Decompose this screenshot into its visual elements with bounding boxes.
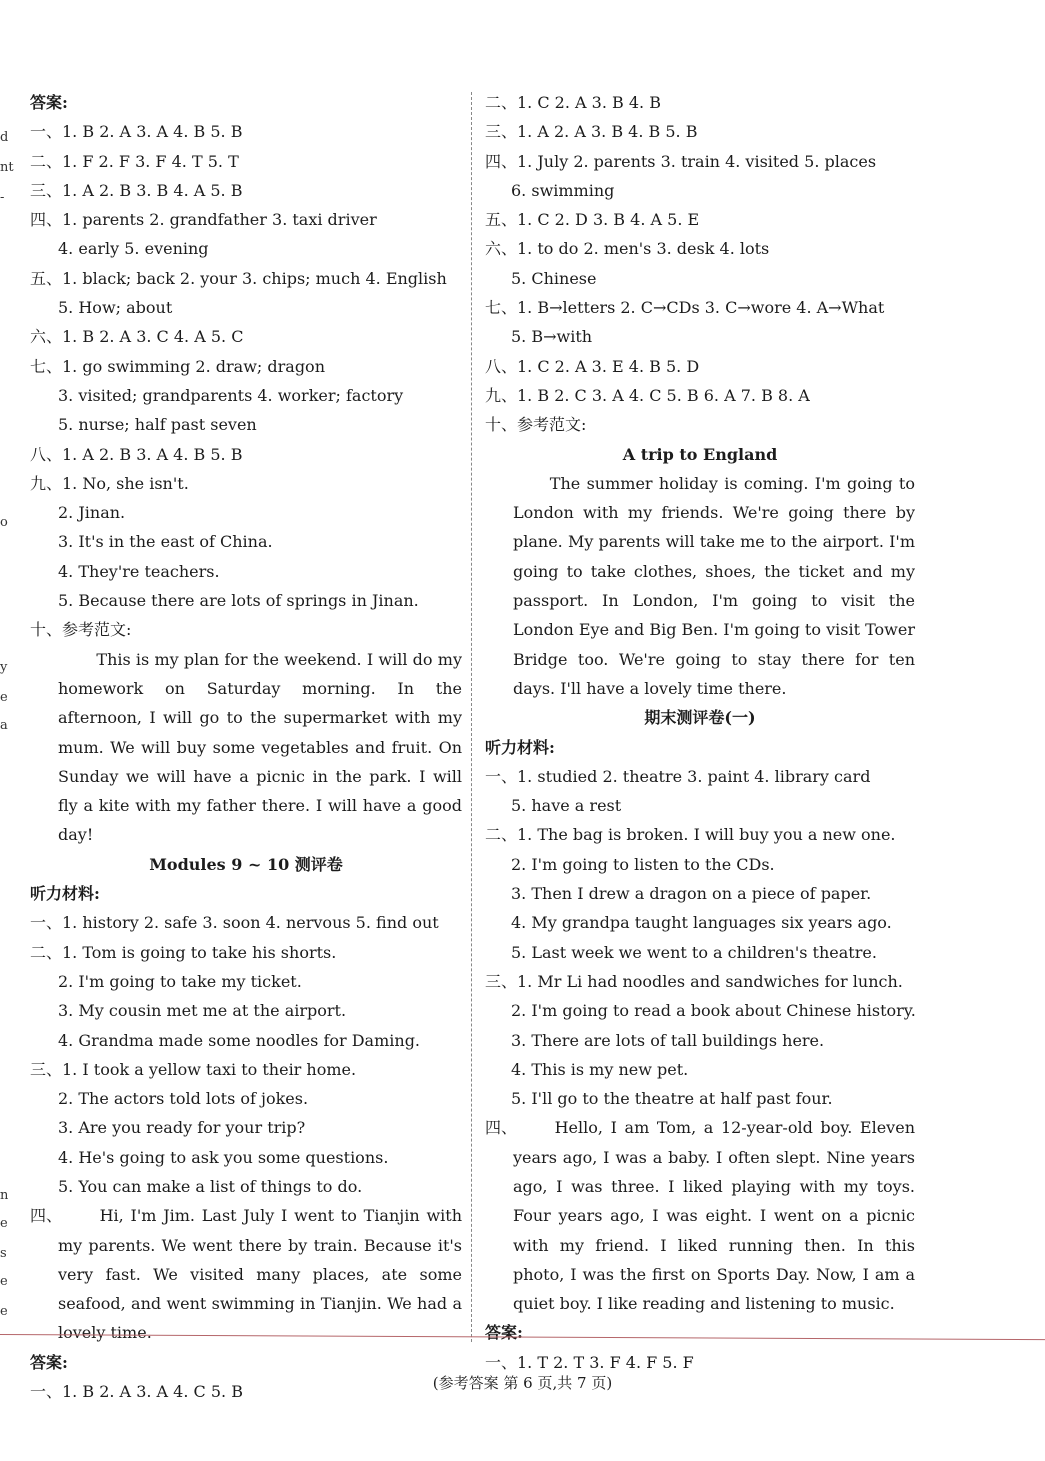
left-passage-label: 四、 — [30, 1206, 63, 1226]
answer-line: 3. There are lots of tall buildings here. — [511, 1030, 825, 1050]
answer-line: 6. swimming — [511, 180, 615, 200]
left-passage-block — [30, 1201, 462, 1347]
right-passage-label: 四、 — [485, 1118, 518, 1138]
answer-line: 4. My grandpa taught languages six years ago. — [511, 913, 892, 933]
answer-line: 答案: — [485, 1323, 523, 1343]
answer-line: 4. This is my new pet. — [511, 1059, 689, 1079]
answer-line: 4. They're teachers. — [58, 561, 220, 581]
answer-line: 二、1. C 2. A 3. B 4. B — [485, 93, 661, 112]
answer-line: 九、1. B 2. C 3. A 4. C 5. B 6. A 7. B 8. A — [485, 385, 810, 405]
answer-line: 六、1. to do 2. men's 3. desk 4. lots — [485, 239, 770, 259]
answer-line: 2. Jinan. — [58, 503, 126, 523]
left-listening-block — [30, 879, 462, 1201]
margin-fragment: o — [0, 515, 8, 530]
answer-line: 听力材料: — [485, 737, 555, 757]
answer-line: 5. B→with — [511, 327, 593, 347]
answer-line: 2. The actors told lots of jokes. — [58, 1089, 309, 1109]
left-essay: This is my plan for the weekend. I will do my homework on Saturday morning. In the afternoon, I will go to the supermarket with my mum. We will buy some vegetables and fruit. On Sunday we will have a picnic in the park. I will fly a kite with my father there. I will have a good day! — [58, 649, 462, 845]
right-column — [485, 88, 915, 1377]
answer-line: 答案: — [30, 1352, 68, 1372]
answer-line: 五、1. black; back 2. your 3. chips; much 4. English — [30, 268, 447, 288]
answer-line: 4. He's going to ask you some questions. — [58, 1147, 389, 1167]
answer-line: 5. How; about — [58, 298, 173, 318]
answer-line: 4. Grandma made some noodles for Daming. — [58, 1030, 421, 1050]
answer-line: 3. visited; grandparents 4. worker; factory — [58, 385, 404, 405]
margin-fragment: e — [0, 690, 8, 705]
right-essay-title: A trip to England — [622, 444, 778, 464]
right-passage-block — [485, 1113, 915, 1318]
margin-fragment: y — [0, 660, 8, 675]
right-essay: The summer holiday is coming. I'm going to London with my friends. We're going there by plane. My parents will take me to the airport. I'm going to take clothes, shoes, the ticket and my passport. In London, I'm going to visit the London Eye and Big Ben. I'm going to visit Tower Bridge too. We're going to stay there for ten days. I'll have a lovely time there. — [513, 473, 915, 698]
answer-line: 一、1. B 2. A 3. A 4. B 5. B — [30, 122, 243, 142]
right-answers-block — [485, 88, 915, 440]
right-section-title: 期末测评卷(一) — [644, 708, 756, 728]
answer-line: 一、1. studied 2. theatre 3. paint 4. library card — [485, 766, 871, 786]
right-passage: Hello, I am Tom, a 12-year-old boy. Eleven years ago, I was a baby. I often slept. Nine years ago, I was three. I liked playing with my toys. Four years ago, I was eight. I went on a picnic with my friend. I liked running then. In this photo, I was the first on Sports Day. Now, I am a quiet boy. I like reading and listening to music. — [513, 1118, 915, 1314]
answer-line: 十、参考范文: — [30, 620, 132, 640]
answer-line: 2. I'm going to listen to the CDs. — [511, 854, 775, 874]
answer-line: 二、1. The bag is broken. I will buy you a new one. — [485, 825, 896, 845]
answer-line: 二、1. F 2. F 3. F 4. T 5. T — [30, 151, 239, 171]
left-section-title: Modules 9 ~ 10 测评卷 — [149, 854, 343, 874]
margin-fragment: e — [0, 1274, 8, 1289]
answer-line: 5. have a rest — [511, 796, 622, 816]
answer-line: 一、1. history 2. safe 3. soon 4. nervous 5. find out — [30, 913, 439, 933]
answer-line: 八、1. A 2. B 3. A 4. B 5. B — [30, 444, 243, 464]
answer-line: 三、1. A 2. A 3. B 4. B 5. B — [485, 122, 698, 142]
answer-line: 3. My cousin met me at the airport. — [58, 1001, 347, 1021]
answer-line: 听力材料: — [30, 884, 100, 904]
answer-line: 二、1. Tom is going to take his shorts. — [30, 942, 337, 962]
right-final-answers — [485, 1318, 915, 1377]
answer-line: 5. Last week we went to a children's theatre. — [511, 942, 877, 962]
column-divider — [471, 92, 472, 1342]
margin-fragment: e — [0, 1304, 8, 1319]
margin-fragment: a — [0, 718, 8, 733]
margin-fragment: n — [0, 1188, 9, 1203]
answer-line: 十、参考范文: — [485, 415, 587, 435]
page-footer: (参考答案 第 6 页,共 7 页) — [432, 1374, 613, 1392]
answer-line: 七、1. B→letters 2. C→CDs 3. C→wore 4. A→What — [485, 298, 885, 318]
answer-line: 三、1. I took a yellow taxi to their home. — [30, 1059, 357, 1079]
answer-line: 3. It's in the east of China. — [58, 532, 273, 552]
margin-fragment: d — [0, 130, 9, 145]
left-answers-block — [30, 88, 462, 645]
answer-line: 六、1. B 2. A 3. C 4. A 5. C — [30, 327, 244, 347]
answer-line: 七、1. go swimming 2. draw; dragon — [30, 356, 325, 376]
answer-line: 四、1. July 2. parents 3. train 4. visited 5. places — [485, 151, 877, 171]
answer-line: 一、1. T 2. T 3. F 4. F 5. F — [485, 1352, 694, 1372]
answer-line: 5. You can make a list of things to do. — [58, 1176, 363, 1196]
answer-line: 5. I'll go to the theatre at half past four. — [511, 1089, 833, 1109]
answer-line: 3. Then I drew a dragon on a piece of paper. — [511, 884, 872, 904]
answer-line: 3. Are you ready for your trip? — [58, 1118, 306, 1138]
margin-fragment: e — [0, 1216, 8, 1231]
answer-line: 5. Because there are lots of springs in Jinan. — [58, 591, 419, 611]
answer-line: 三、1. Mr Li had noodles and sandwiches for lunch. — [485, 971, 903, 991]
answer-line: 一、1. B 2. A 3. A 4. C 5. B — [30, 1382, 243, 1402]
answer-line: 三、1. A 2. B 3. B 4. A 5. B — [30, 180, 243, 200]
margin-fragment: - — [0, 190, 5, 205]
answer-line: 5. Chinese — [511, 268, 597, 288]
left-passage: Hi, I'm Jim. Last July I went to Tianjin with my parents. We went there by train. Because it's very fast. We visited many places, ate some seafood, and went swimming in Tianjin. We had a lovely time. — [58, 1206, 462, 1343]
margin-fragment: s — [0, 1246, 7, 1261]
answer-line: 答案: — [30, 93, 68, 112]
right-listening-block — [485, 733, 915, 1114]
answer-line: 八、1. C 2. A 3. E 4. B 5. D — [485, 356, 700, 376]
answer-line: 5. nurse; half past seven — [58, 415, 257, 435]
answer-line: 九、1. No, she isn't. — [30, 473, 189, 493]
answer-line: 4. early 5. evening — [58, 239, 209, 259]
left-column — [30, 88, 462, 1406]
answer-line: 2. I'm going to take my ticket. — [58, 971, 302, 991]
margin-fragment: nt — [0, 160, 14, 175]
answer-line: 五、1. C 2. D 3. B 4. A 5. E — [485, 210, 700, 230]
answer-line: 四、1. parents 2. grandfather 3. taxi driver — [30, 210, 377, 230]
answer-line: 2. I'm going to read a book about Chinese history. — [511, 1001, 916, 1021]
